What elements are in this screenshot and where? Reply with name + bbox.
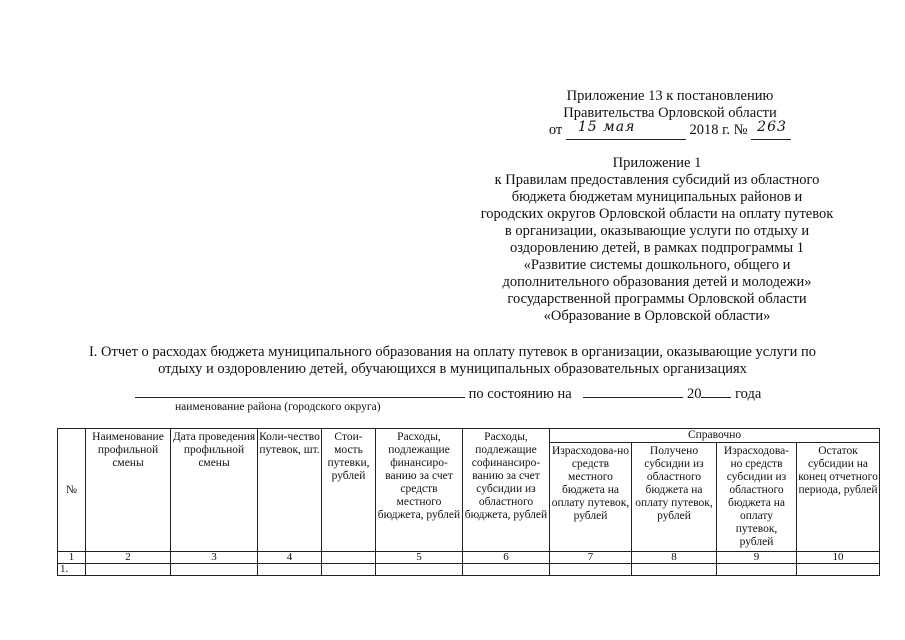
table-cell[interactable] [463,564,550,576]
index-cell: 7 [550,552,632,564]
col-dates-header: Дата проведения профильной смены [171,429,258,552]
appendix-1-line: государственной программы Орловской области [507,291,807,307]
handwritten-number: 263 [757,119,787,135]
col-number-header: № [58,429,86,552]
table-index-row [58,552,880,564]
date-year: 2018 г. № [689,122,748,138]
col-balance-header: Остаток субсидии на конец отчетного периода, рублей [797,443,880,552]
table-cell[interactable] [376,564,463,576]
table-cell[interactable] [797,564,880,576]
appendix-1-line: бюджета бюджетам муниципальных районов и [511,189,803,205]
appendix-1-line: «Развитие системы дошкольного, общего и [523,257,791,273]
table-cell[interactable] [86,564,171,576]
report-title [30,344,875,378]
appendix-1-line: городских округов Орловской области на оплату путевок [480,206,834,222]
year-prefix: 20 [686,386,702,402]
status-prefix: по состоянию на [468,386,572,402]
table-cell[interactable] [717,564,797,576]
index-cell: 3 [171,552,258,564]
year-suffix: года [735,386,762,402]
col-cost-header: Стои-мость путевки, рублей [322,429,376,552]
row-number-cell: 1. [58,564,86,576]
report-date-field[interactable] [583,383,683,398]
appendix-13-line-2: Правительства Орловской области [563,105,777,121]
appendix-1-line: к Правилам предоставления субсидий из областного [494,172,820,188]
index-cell [322,552,376,564]
report-title-line-2: отдыху и оздоровлению детей, обучающихся в муниципальных образовательных организациях [158,361,747,377]
date-prefix: от [548,122,563,138]
appendix-1-line: оздоровлению детей, в рамках подпрограммы 1 [509,240,805,256]
col-received-header: Получено субсидии из областного бюджета на оплату путевок, рублей [632,443,717,552]
appendix-1-line: «Образование в Орловской области» [543,308,771,324]
district-name-field[interactable] [135,383,465,398]
col-spent-local-header: Израсходова-но средств местного бюджета на оплату путевок, рублей [550,443,632,552]
table-cell[interactable] [258,564,322,576]
report-year-field[interactable] [701,383,731,398]
table-cell[interactable] [171,564,258,576]
index-cell: 9 [717,552,797,564]
col-quantity-header: Коли-чество путевок, шт. [258,429,322,552]
col-cofinancing-header: Расходы, подлежащие софинансиро-ванию за счет субсидии из областного бюджета, рублей [463,429,550,552]
handwritten-date: 15 мая [577,119,636,135]
appendix-13-header [480,88,860,140]
col-reference-header: Справочно [550,429,880,443]
appendix-1-line: в организации, оказывающие услуги по отдыху и [504,223,810,239]
table-cell[interactable] [632,564,717,576]
appendix-13-line-1: Приложение 13 к постановлению [566,88,774,104]
col-shift-header: Наименование профильной смены [86,429,171,552]
report-title-line-1: I. Отчет о расходах бюджета муниципального образования на оплату путевок в организации, оказывающие услуги по [88,344,817,360]
appendix-1-line: Приложение 1 [612,155,702,171]
index-cell: 8 [632,552,717,564]
decree-date-line [480,119,860,140]
table-header-row [58,429,880,443]
index-cell: 5 [376,552,463,564]
report-table [57,428,880,576]
appendix-1-header [452,155,862,325]
index-cell: 2 [86,552,171,564]
district-caption: наименование района (городского округа) [175,401,381,413]
report-status-line [135,383,761,403]
index-cell: 4 [258,552,322,564]
appendix-1-line: дополнительного образования детей и молодежи» [502,274,812,290]
table-row [58,564,880,576]
table-cell[interactable] [322,564,376,576]
index-cell: 6 [463,552,550,564]
index-cell: 1 [58,552,86,564]
index-cell: 10 [797,552,880,564]
table-cell[interactable] [550,564,632,576]
col-spent-regional-header: Израсходова-но средств субсидии из областного бюджета на оплату путевок, рублей [717,443,797,552]
date-blank [566,119,686,140]
col-local-budget-header: Расходы, подлежащие финансиро-ванию за счет средств местного бюджета, рублей [376,429,463,552]
number-blank [751,119,791,140]
